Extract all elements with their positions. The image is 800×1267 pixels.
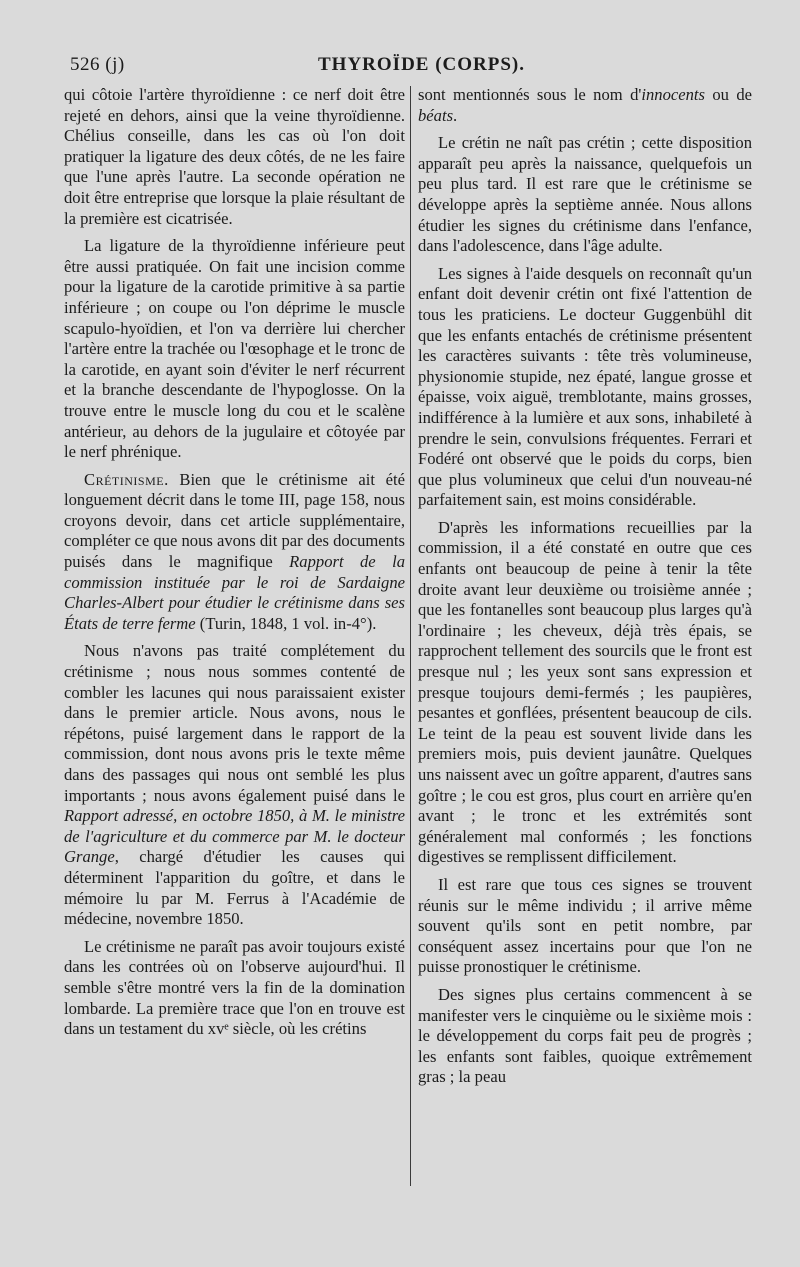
column-divider bbox=[410, 86, 411, 1186]
right-column bbox=[418, 85, 752, 1205]
page-number: 526 (j) bbox=[70, 54, 125, 75]
running-title: THYROÏDE (CORPS). bbox=[318, 54, 526, 75]
paragraph: La ligature de la thyroïdienne inférieure peut être aussi pratiquée. On fait une incision comme pour la ligature de la carotide primitive à sa partie inférieure ; on coupe ou l'on déprime le muscle scapulo-hyoïdien, et l'on va derrière lui chercher l'artère entre la trachée ou l'œsophage et le tronc de la carotide, en ayant soin d'éviter le nerf récurrent et la branche descendante de l'hypoglosse. On la trouve entre le muscle long du cou et le scalène antérieur, au dehors de la jugulaire et côtoyée par le nerf phrénique. bbox=[64, 236, 405, 462]
paragraph: Des signes plus certains commencent à se manifester vers le cinquième ou le sixième mois : le développement du corps fait peu de progrès ; les enfants sont faibles, quoique extrêmement gras ; la peau bbox=[418, 984, 752, 1087]
paragraph: sont mentionnés sous le nom d'innocents ou de béats. bbox=[418, 85, 752, 125]
report-title: Rapport adressé, en octobre 1850, à M. le ministre de l'agriculture et du commerce par M. le docteur Grange bbox=[64, 806, 405, 867]
page-header bbox=[70, 54, 760, 82]
paragraph: Il est rare que tous ces signes se trouvent réunis sur le même individu ; il arrive même souvent qu'ils sont en petit nombre, par conséquent assez incertains pour que l'on ne puisse pronostiquer le crétinisme. bbox=[418, 874, 752, 977]
paragraph: Le crétin ne naît pas crétin ; cette disposition apparaît peu après la naissance, quelquefois un peu plus tard. Il est rare que le crétinisme se développe après la septième année. Nous allons étudier les signes du crétinisme dans l'enfance, dans l'adolescence, dans l'âge adulte. bbox=[418, 133, 752, 256]
paragraph: D'après les informations recueillies par la commission, il a été constaté en outre que ces enfants ont beaucoup de peine à tenir la tête droite avant leur deuxième ou troisième année ; que les fontanelles sont beaucoup plus larges qu'à l'ordinaire ; les cheveux, déjà très épais, se rapprochent tellement des sourcils que le front est presque nul ; les yeux sont sans expression et presque toujours demi-fermés ; les paupières, pesantes et gonflées, présentent beaucoup de cils. Le teint de la peau est souvent livide dans les premiers mois, puis devient jaunâtre. Quelques uns naissent avec un goître apparent, d'autres sans goître ; le cou est gros, plus court en arrière qu'en avant ; le tronc et les extrémités sont généralement mal conformés ; les fonctions digestives se remplissent difficilement. bbox=[418, 517, 752, 867]
paragraph: Le crétinisme ne paraît pas avoir toujours existé dans les contrées où on l'observe aujourd'hui. Il semble s'être montré vers la fin de la domination lombarde. La première trace que l'on en trouve est dans un testament du xvᵉ siècle, où les crétins bbox=[64, 936, 405, 1039]
paragraph: Nous n'avons pas traité complétement du crétinisme ; nous nous sommes contenté de combler les lacunes qui nous paraissaient exister dans le premier article. Nous avons, nous le répétons, puisé largement dans le rapport de la commission, dont nous avons pris le texte même dans des passages qui nous ont semblé les plus importants ; nous avons également puisé dans le Rapport adressé, en octobre 1850, à M. le ministre de l'agriculture et du commerce par M. le docteur Grange, chargé d'étudier les causes qui déterminent l'apparition du goître, et dans le mémoire lu par M. Ferrus à l'Académie de médecine, novembre 1850. bbox=[64, 641, 405, 929]
paragraph-cretinisme: Crétinisme. Bien que le crétinisme ait été longuement décrit dans le tome III, page 158, nous croyons devoir, dans cet article supplémentaire, compléter ce que nous avons dit par des documents puisés dans le magnifique Rapport de la commission instituée par le roi de Sardaigne Charles-Albert pour étudier le crétinisme dans ses États de terre ferme (Turin, 1848, 1 vol. in-4°). bbox=[64, 469, 405, 633]
report-title: Rapport de la commission instituée par le roi de Sardaigne Charles-Albert pour étudier le crétinisme dans ses États de terre ferme bbox=[64, 552, 405, 633]
paragraph: qui côtoie l'artère thyroïdienne : ce nerf doit être rejeté en dehors, ainsi que la veine thyroïdienne. Chélius conseille, dans les cas où l'on doit pratiquer la ligature des deux côtés, de ne les faire que l'une après l'autre. La seconde opération ne doit être entreprise que lorsque la plaie résultant de la première est cicatrisée. bbox=[64, 85, 405, 228]
paragraph: Les signes à l'aide desquels on reconnaît qu'un enfant doit devenir crétin ont fixé l'attention de tous les praticiens. Le docteur Guggenbühl dit que les enfants entachés de crétinisme présentent les caractères suivants : tête très volumineuse, physionomie stupide, nez épaté, langue grosse et épaisse, voix aiguë, tremblotante, mains grosses, indifférence à la lumière et aux sons, inhabileté à prendre le sein, convulsions fréquentes. Ferrari et Fodéré ont observé que le poids du corps, bien que plus volumineux que celui d'un nouveau-né parfaitement sain, est moins considérable. bbox=[418, 263, 752, 510]
left-column bbox=[64, 85, 405, 1205]
section-lead: Crétinisme. bbox=[84, 469, 169, 489]
